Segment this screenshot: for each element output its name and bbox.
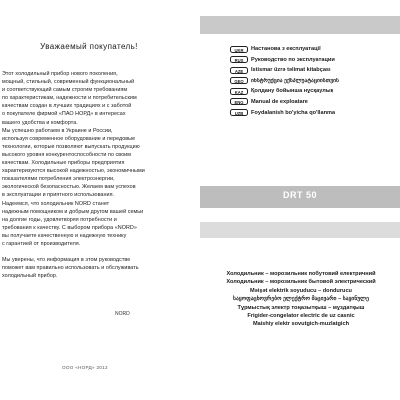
body-line: поможет вам правильно использовать и обслуживать [2, 265, 139, 272]
language-title: Manual de exploatare [251, 98, 308, 105]
language-item [230, 55, 400, 65]
language-item [230, 86, 400, 96]
language-title: Foydalanish bo'yicha qo'llanma [251, 109, 336, 116]
product-descriptions [202, 270, 400, 329]
body-line [2, 248, 176, 256]
language-code-badge: ENG [230, 98, 248, 105]
right-page [200, 0, 400, 400]
body-line: качествам. Холодильные приборы предприятия [2, 160, 125, 167]
body-line: Мы успешно работаем в Украине и России, [2, 127, 113, 134]
body-line: на долгие годы, удовлетворяя потребности и [2, 216, 117, 223]
language-code-badge: UKR [230, 46, 248, 53]
body-line: используя современное оборудование и передовые [2, 135, 136, 142]
body-line: мощный, стильный, современный функциональный [2, 79, 135, 86]
body-line: технологии, которые позволяют выпускать продукцию [2, 143, 140, 150]
body-line: Этот холодильный прибор нового поколения, [2, 71, 118, 77]
body-line: и соответствующий самым строгим требованиям [2, 87, 128, 94]
body-line: с гарантией от производителя. [2, 240, 81, 247]
model-label: DRT 50 [282, 190, 317, 200]
body-line: требования к качеству. С выбором прибора «NORD» [2, 224, 137, 231]
body-line: вашего удобства и комфорта. [2, 119, 78, 126]
language-code-badge: AZE [230, 67, 248, 74]
description-line: Холодильник – морозильник бытовой электрический [226, 279, 376, 286]
body-line: холодильный прибор. [2, 273, 58, 280]
language-title: Настанова з експлуатації [251, 46, 321, 52]
left-page [0, 0, 178, 400]
page-footer: ООО «НОРД» 2012 [62, 365, 108, 370]
language-title: Қолдану бойынша нұсқаулық [251, 88, 334, 95]
body-text [2, 70, 176, 280]
top-band [200, 16, 400, 34]
body-line: вы получаете качественную и надежную технику [2, 232, 127, 239]
language-code-badge: UZB [230, 109, 248, 116]
body-line: по характеристикам, надежности и потребительским [2, 95, 137, 102]
language-title: İstismar üzrə təlimat kitabçası [251, 67, 331, 74]
body-line: Мы уверены, что информация в этом руководстве [2, 257, 131, 264]
language-item [230, 76, 400, 86]
body-line: качествам создан в лучших традициях и с заботой [2, 103, 132, 110]
language-code-badge: GEO [230, 77, 248, 84]
body-line: характеризуются высокой надежностью, экономичными [2, 168, 145, 175]
description-line: Məişət elektrik soyuducu – dondurucu [250, 287, 352, 294]
language-item [230, 65, 400, 75]
body-line: в эксплуатации и приятного использования. [2, 192, 115, 199]
description-line: Frigider-congelator electric de uz casnic [247, 312, 355, 319]
description-line: Тұрмыстық электр тоңазытқыш – мұздатқыш [237, 304, 365, 311]
page-title: Уважаемый покупатель! [40, 42, 138, 51]
body-line: экологической безопасностью. Желаем вам успехов [2, 184, 136, 191]
description-line: Maishiy elektr sovutgich-muzlatgich [252, 321, 350, 328]
language-item [230, 97, 400, 107]
body-line: надежным помощником и добрым другом вашей семьи [2, 208, 144, 215]
language-code-badge: KAZ [230, 88, 248, 95]
signature: NORD [115, 311, 130, 317]
body-line: о покупателе фирмой «ПАО НОРД» в интересах [2, 111, 126, 118]
language-item [230, 44, 400, 54]
language-title: Руководство по эксплуатации [251, 56, 335, 63]
language-list [230, 44, 400, 118]
language-title: ინსტრუქცია ექსპლუატაციისთვის [251, 77, 339, 84]
description-line: Холодильник – морозильник побутовий електричний [226, 271, 376, 277]
body-line: высокого уровня конкурентоспособности по своим [2, 151, 131, 158]
description-line: საყოფაცხოვრებო ელექტრო მაცივარი – საყინულე [233, 296, 369, 303]
body-line: показателями потребления электроэнергии, [2, 176, 115, 183]
language-code-badge: RUS [230, 56, 248, 63]
secondary-band [200, 222, 400, 238]
body-line: Надеемся, что холодильник NORD станет [2, 200, 110, 207]
language-item [230, 108, 400, 118]
